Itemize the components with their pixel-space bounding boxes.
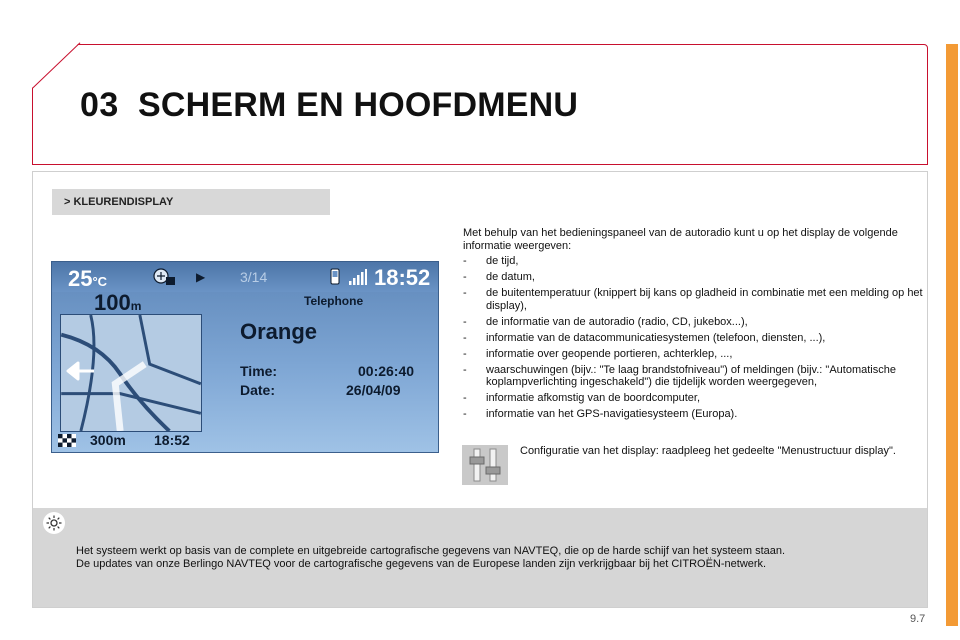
intro-paragraph: Met behulp van het bedieningspaneel van de autoradio kunt u op het display de volgende informatie weergeven: <box>463 227 898 252</box>
note-text <box>76 545 921 570</box>
list-item: - de buitentemperatuur (knippert bij kans op gladheid in combinatie met een melding op het display), <box>463 287 923 312</box>
display-page-indicator: 3/14 <box>240 269 268 285</box>
display-distance <box>94 290 141 316</box>
signal-icon <box>349 269 367 285</box>
display-time-value: 00:26:40 <box>358 363 415 379</box>
navigation-media-icon <box>152 267 176 287</box>
display-config-reference: Configuratie van het display: raadpleeg het gedeelte "Menustructuur display". <box>520 445 896 457</box>
settings-sliders-icon <box>462 445 508 485</box>
list-item: - de tijd, <box>463 255 519 267</box>
info-list <box>463 255 923 424</box>
tip-sun-icon <box>43 512 65 534</box>
page-title: SCHERM EN HOOFDMENU <box>138 86 579 124</box>
phone-icon <box>330 268 340 285</box>
display-date-label: Date: <box>240 382 276 398</box>
list-item: - informatie van de datacommunicatiesystemen (telefoon, diensten, ...), <box>463 331 826 344</box>
tip-sun-glyph <box>46 515 62 531</box>
chapter-side-bar <box>946 44 958 626</box>
display-date-value: 26/04/09 <box>346 382 401 398</box>
display-clock: 18:52 <box>374 265 431 290</box>
list-item: - informatie over geopende portieren, achterklep, ..., <box>463 347 733 360</box>
list-item: - de informatie van de autoradio (radio, CD, jukebox...), <box>463 315 748 328</box>
display-remaining-distance: 300m <box>90 432 126 448</box>
display-temperature-value: 25 <box>68 266 93 291</box>
display-distance-value: 100 <box>94 290 131 315</box>
display-eta: 18:52 <box>154 432 190 448</box>
chapter-number: 03 <box>80 86 119 124</box>
list-item: - waarschuwingen (bijv.: "Te laag brandstofniveau") of meldingen (bijv.: "Automatische koplampverlichting ingeschakeld") die tijdelijk worden weergegeven, <box>463 363 896 388</box>
play-arrow-icon: ▶ <box>196 270 206 284</box>
checkered-flag-icon <box>58 434 76 447</box>
map-turn-arrow-icon <box>66 358 96 384</box>
display-temperature <box>68 266 107 292</box>
display-distance-unit: m <box>130 299 142 313</box>
display-time-label: Time: <box>240 363 278 379</box>
color-display-illustration <box>51 261 439 453</box>
list-item: - informatie van het GPS-navigatiesysteem (Europa). <box>463 408 738 420</box>
page-number: 9.7 <box>910 613 926 625</box>
display-temperature-unit: °C <box>92 274 108 289</box>
note-line-2: De updates van onze Berlingo NAVTEQ voor de cartografische gegevens van de Europese landen zijn verkrijgbaar bij het CITROËN-netwerk. <box>76 557 767 570</box>
display-mode-label: Telephone <box>304 294 364 308</box>
note-line-1: Het systeem werkt op basis van de complete en uitgebreide cartografische gegevens van NAVTEQ, die op de harde schijf van het systeem staan. <box>76 545 786 557</box>
list-item: - de datum, <box>463 271 535 283</box>
list-item: - informatie afkomstig van de boordcomputer, <box>463 392 701 404</box>
section-label: > KLEURENDISPLAY <box>52 189 330 215</box>
display-operator: Orange <box>240 319 318 344</box>
